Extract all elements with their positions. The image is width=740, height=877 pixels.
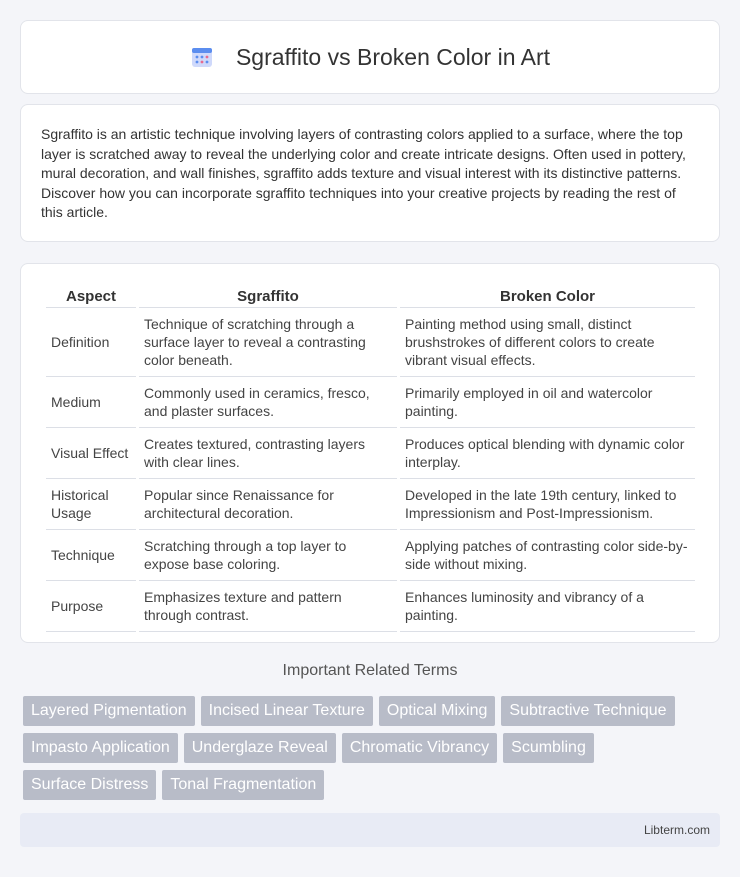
table-header-row bbox=[46, 284, 695, 308]
row-sgraffito: Creates textured, contrasting layers with clear lines. bbox=[139, 428, 397, 479]
row-sgraffito: Emphasizes texture and pattern through contrast. bbox=[139, 581, 397, 632]
row-broken-color: Enhances luminosity and vibrancy of a painting. bbox=[400, 581, 695, 632]
row-aspect: Purpose bbox=[46, 581, 136, 632]
row-sgraffito: Scratching through a top layer to expose base coloring. bbox=[139, 530, 397, 581]
tag-impasto-application[interactable]: Impasto Application bbox=[23, 733, 178, 763]
table-row bbox=[46, 581, 695, 632]
row-aspect: Historical Usage bbox=[46, 479, 136, 530]
table-row bbox=[46, 479, 695, 530]
row-sgraffito: Commonly used in ceramics, fresco, and plaster surfaces. bbox=[139, 377, 397, 428]
row-sgraffito: Technique of scratching through a surface layer to reveal a contrasting color beneath. bbox=[139, 308, 397, 377]
table-row bbox=[46, 377, 695, 428]
document-list-icon bbox=[190, 45, 214, 69]
header-sgraffito: Sgraffito bbox=[139, 284, 397, 308]
tag-scumbling[interactable]: Scumbling bbox=[503, 733, 594, 763]
row-aspect: Medium bbox=[46, 377, 136, 428]
table-row bbox=[46, 428, 695, 479]
row-broken-color: Developed in the late 19th century, linked to Impressionism and Post-Impressionism. bbox=[400, 479, 695, 530]
row-aspect: Definition bbox=[46, 308, 136, 377]
row-broken-color: Painting method using small, distinct brushstrokes of different colors to create vibrant visual effects. bbox=[400, 308, 695, 377]
related-terms-tags bbox=[23, 696, 703, 800]
tag-subtractive-technique[interactable]: Subtractive Technique bbox=[501, 696, 674, 726]
tag-optical-mixing[interactable]: Optical Mixing bbox=[379, 696, 495, 726]
comparison-table-card bbox=[20, 263, 720, 643]
row-broken-color: Primarily employed in oil and watercolor painting. bbox=[400, 377, 695, 428]
tag-layered-pigmentation[interactable]: Layered Pigmentation bbox=[23, 696, 195, 726]
row-aspect: Technique bbox=[46, 530, 136, 581]
header-broken-color: Broken Color bbox=[400, 284, 695, 308]
page-title: Sgraffito vs Broken Color in Art bbox=[235, 43, 551, 70]
table-row bbox=[46, 308, 695, 377]
tag-chromatic-vibrancy[interactable]: Chromatic Vibrancy bbox=[342, 733, 497, 763]
row-broken-color: Applying patches of contrasting color side-by-side without mixing. bbox=[400, 530, 695, 581]
footer-site-link[interactable]: Libterm.com bbox=[643, 823, 710, 837]
row-sgraffito: Popular since Renaissance for architectural decoration. bbox=[139, 479, 397, 530]
related-terms-title: Important Related Terms bbox=[282, 662, 458, 679]
footer bbox=[20, 813, 720, 847]
tag-tonal-fragmentation[interactable]: Tonal Fragmentation bbox=[162, 770, 324, 800]
tag-incised-linear-texture[interactable]: Incised Linear Texture bbox=[201, 696, 373, 726]
tag-underglaze-reveal[interactable]: Underglaze Reveal bbox=[184, 733, 336, 763]
table-row bbox=[46, 530, 695, 581]
header-aspect: Aspect bbox=[46, 284, 136, 308]
row-broken-color: Produces optical blending with dynamic color interplay. bbox=[400, 428, 695, 479]
row-aspect: Visual Effect bbox=[46, 428, 136, 479]
intro-card bbox=[20, 104, 720, 242]
tag-surface-distress[interactable]: Surface Distress bbox=[23, 770, 156, 800]
header-card bbox=[20, 20, 720, 94]
intro-paragraph: Sgraffito is an artistic technique involving layers of contrasting colors applied to a surface, where the top layer is scratched away to reveal the underlying color and create intricate designs. Often used in pottery, mural decoration, and wall finishes, sgraffito adds texture and visual interest with its distinctive patterns. Discover how you can incorporate sgraffito techniques into your creative projects by reading the rest of this article. bbox=[41, 126, 686, 221]
comparison-table bbox=[43, 284, 698, 632]
